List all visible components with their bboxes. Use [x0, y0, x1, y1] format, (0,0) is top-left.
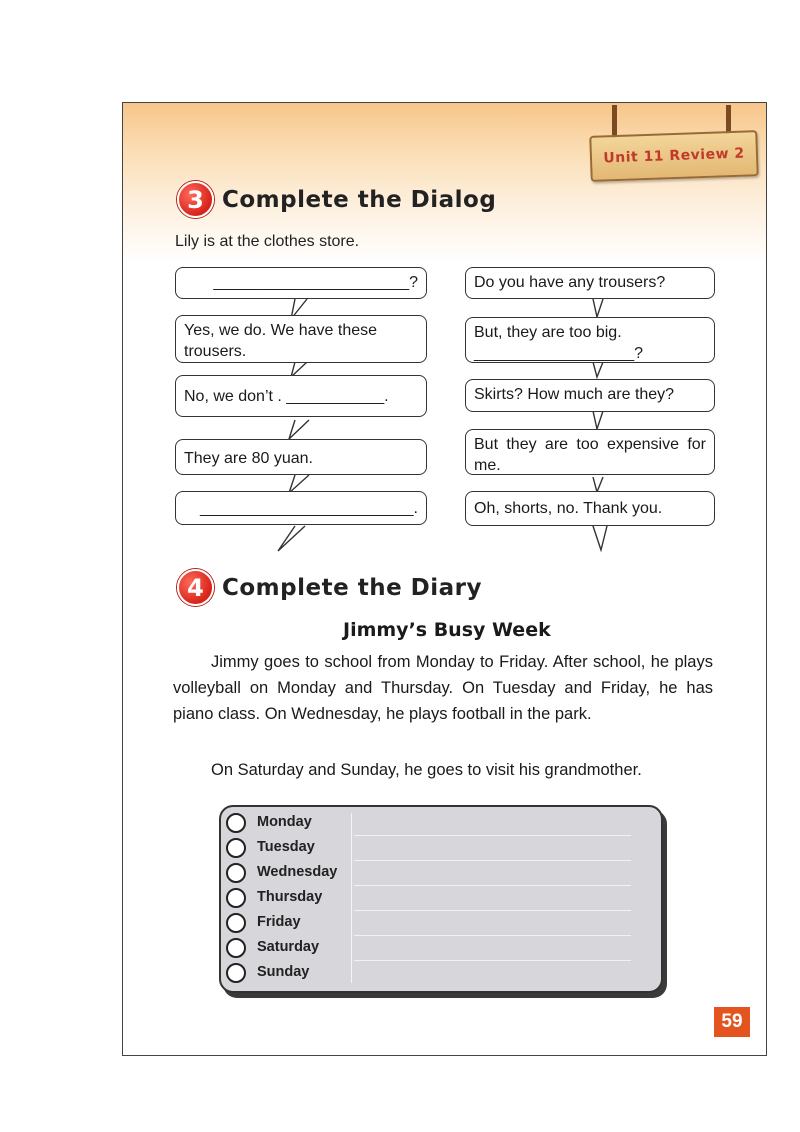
dialog-right-2-text: But, they are too big.: [474, 324, 622, 341]
schedule-row-friday: [221, 911, 641, 936]
day-label: Wednesday: [257, 864, 338, 880]
dialog-left-1: [175, 267, 427, 299]
dialog-left-4-text: They are 80 yuan.: [184, 450, 313, 467]
page-number: 59: [714, 1007, 750, 1037]
binder-ring-icon: [226, 838, 246, 858]
dialog-right-1-text: Do you have any trousers?: [474, 274, 666, 291]
schedule-row-wednesday: [221, 861, 641, 886]
dialog-left-3-text: No, we don’t .: [184, 388, 282, 405]
sign-board: [589, 130, 759, 182]
diary-paragraph-1: Jimmy goes to school from Monday to Friday. After school, he plays volleyball on Monday and Thursday. On Tuesday and Friday, he has piano class. On Wednesday, he plays football in the park.: [173, 653, 713, 723]
binder-ring-icon: [226, 813, 246, 833]
binder-ring-icon: [226, 863, 246, 883]
dialog-right-5: [465, 491, 715, 526]
dialog-right-3-text: Skirts? How much are they?: [474, 386, 675, 403]
schedule-row-monday: [221, 811, 641, 836]
unit-sign: [590, 105, 760, 180]
day-label: Sunday: [257, 964, 310, 980]
schedule-row-saturday: [221, 936, 641, 961]
dialog-intro: Lily is at the clothes store.: [175, 233, 360, 250]
binder-ring-icon: [226, 963, 246, 983]
dialog-left-1-end: ?: [409, 274, 418, 291]
dialog-right-2-end: ?: [634, 345, 644, 362]
day-label: Tuesday: [257, 839, 315, 855]
dialog-left-5: [175, 491, 427, 525]
unit-sign-label: Unit 11 Review 2: [603, 145, 745, 167]
dialog-left-3: [175, 375, 427, 417]
dialog-right-2-blank[interactable]: __________________: [474, 345, 635, 362]
day-label: Friday: [257, 914, 301, 930]
section-3-number: 3: [177, 181, 214, 218]
section-3-title: Complete the Dialog: [222, 186, 497, 213]
dialog-left-2: [175, 315, 427, 363]
schedule-row-sunday: [221, 961, 641, 986]
schedule-row-thursday: [221, 886, 641, 911]
dialog-left-5-blank[interactable]: ________________________: [199, 500, 414, 517]
dialog-right-1: [465, 267, 715, 299]
diary-title: Jimmy’s Busy Week: [343, 619, 551, 641]
dialog-left-1-blank[interactable]: ______________________: [213, 274, 410, 291]
section-4-number: 4: [177, 569, 214, 606]
section-3-header: [177, 181, 496, 218]
sign-post-left: [612, 105, 617, 139]
day-label: Monday: [257, 814, 312, 830]
binder-ring-icon: [226, 938, 246, 958]
binder-ring-icon: [226, 913, 246, 933]
dialog-left-3-blank[interactable]: ___________: [286, 388, 385, 405]
dialog-left-4: [175, 439, 427, 475]
dialog-right-5-text: Oh, shorts, no. Thank you.: [474, 500, 663, 517]
dialog-right-4: [465, 429, 715, 475]
section-4-title: Complete the Diary: [222, 574, 483, 601]
binder-ring-icon: [226, 888, 246, 908]
diary-paragraph-2: On Saturday and Sunday, he goes to visit his grandmother.: [211, 761, 642, 779]
dialog-left-2-text: Yes, we do. We have these trousers.: [184, 322, 378, 360]
workbook-page: [122, 102, 767, 1056]
day-label: Saturday: [257, 939, 320, 955]
dialog-left-5-end: .: [413, 500, 418, 517]
dialog-right-2: [465, 317, 715, 363]
dialog-right-3: [465, 379, 715, 412]
section-4-header: [177, 569, 482, 606]
schedule-row-tuesday: [221, 836, 641, 861]
dialog-right-4-text: But they are too expensive for me.: [474, 436, 706, 474]
weekly-schedule: [219, 805, 663, 993]
day-label: Thursday: [257, 889, 323, 905]
dialog-left-3-end: .: [384, 388, 389, 405]
